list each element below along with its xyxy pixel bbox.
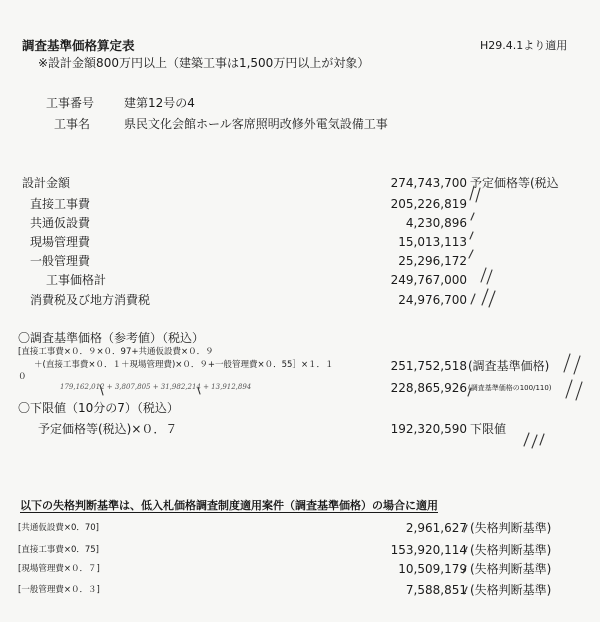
disq-value-site: 10,509,179 (398, 562, 467, 576)
project-number-value: 建第12号の4 (124, 96, 195, 110)
survey-formula-line2: ＋(直接工事費×０．１＋現場管理費)×０．９+一般管理費×０．55］×１．１ (34, 360, 334, 370)
disq-label-general: [一般管理費×０．３] (18, 585, 100, 595)
disqualification-heading: 以下の失格判断基準は、低入札価格調査制度適用案件（調査基準価格）の場合に適用 (20, 499, 438, 512)
project-name-value: 県民文化会館ホール客席照明改修外電気設備工事 (124, 117, 388, 131)
page-title: 調査基準価格算定表 (22, 38, 135, 53)
cost-value-temporary: 4,230,896 (405, 216, 467, 230)
disq-label-temporary: [共通仮設費×0．70] (18, 523, 99, 533)
cost-label-design: 設計金額 (22, 176, 71, 190)
disq-note-direct: (失格判断基準) (470, 543, 552, 557)
cost-label-general: 一般管理費 (30, 254, 91, 268)
survey-value: 251,752,518 (390, 359, 467, 373)
disq-note-general: (失格判断基準) (470, 583, 552, 597)
cost-label-direct: 直接工事費 (30, 197, 91, 211)
survey-formula-line1: [直接工事費×０．９×０．97+共通仮設費×０．９ (18, 347, 214, 357)
scope-note: ※設計金額800万円以上（建築工事は1,500万円以上が対象） (38, 56, 370, 70)
cost-label-total: 工事価格計 (46, 273, 107, 287)
disq-note-site: (失格判断基準) (470, 562, 552, 576)
effective-date: H29.4.1より適用 (480, 39, 568, 52)
cost-value-general: 25,296,172 (398, 254, 467, 268)
disq-note-temporary: (失格判断基準) (470, 521, 552, 535)
cost-label-tax: 消費税及び地方消費税 (30, 293, 151, 307)
project-name-label: 工事名 (54, 117, 91, 131)
cost-label-site: 現場管理費 (30, 235, 91, 249)
cost-value-design: 274,743,700 (390, 176, 467, 190)
project-number-label: 工事番号 (46, 96, 95, 110)
disq-label-site: [現場管理費×０．７] (18, 564, 100, 574)
cost-label-temporary: 共通仮設費 (30, 216, 91, 230)
cost-value-direct: 205,226,819 (390, 197, 467, 211)
disq-label-direct: [直接工事費×0．75] (18, 545, 99, 555)
disq-value-general: 7,588,851 (405, 583, 467, 597)
survey-value-note: (調査基準価格) (468, 359, 550, 373)
cost-value-tax: 24,976,700 (398, 293, 467, 307)
cost-value-total: 249,767,000 (390, 273, 467, 287)
disq-value-direct: 153,920,114 (390, 543, 467, 557)
survey-formula-line3: ０ (18, 372, 27, 382)
lower-limit-formula: 予定価格等(税込)×０．７ (38, 422, 178, 436)
survey-value-100-110: 228,865,926 (390, 381, 467, 395)
lower-limit-note: 下限値 (470, 422, 507, 436)
disq-value-temporary: 2,961,627 (405, 521, 467, 535)
handwritten-calculation: 179,162,012 + 3,807,805 + 31,982,214 + 13,912,894 (60, 383, 252, 391)
cost-value-site: 15,013,113 (398, 235, 467, 249)
cost-note-design: 予定価格等(税込 (470, 176, 559, 190)
lower-limit-value: 192,320,590 (390, 422, 467, 436)
lower-limit-heading: 〇下限値（10分の7）（税込） (18, 401, 179, 415)
survey-value-100-110-note: (調査基準価格の100/110) (468, 384, 552, 392)
survey-heading: 〇調査基準価格（参考値）（税込） (18, 331, 205, 345)
